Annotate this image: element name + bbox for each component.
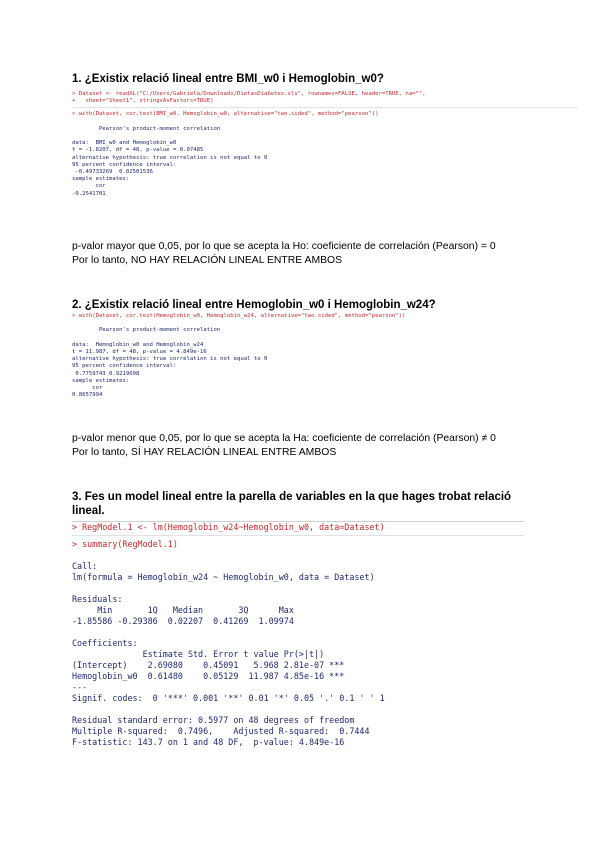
console-output-line: data: Hemoglobin_w0 and Hemoglobin_w24: [72, 341, 204, 348]
console-output-line: -0.2541701: [72, 190, 106, 197]
console-output-line: Min 1Q Median 3Q Max: [72, 605, 299, 615]
console-output-line: [72, 119, 577, 126]
console-command-line: > with(Dataset, cor.test(BMI_w0, Hemoglobin_w0, alternative="two.sided", method="pearson")): [72, 111, 379, 118]
console-separator: [72, 107, 577, 108]
conclusion-2: [72, 432, 562, 460]
console-output-line: Coefficients:: [72, 638, 138, 648]
console-output-line: lm(formula = Hemoglobin_w24 ~ Hemoglobin_w0, data = Dataset): [72, 572, 375, 582]
console-output-line: [72, 320, 577, 327]
console-output-line: F-statistic: 143.7 on 1 and 48 DF, p-value: 4.849e-16: [72, 737, 345, 747]
console-output-line: Residuals:: [72, 594, 123, 604]
console-command-line: + sheet="Sheet1", stringsAsFactors=TRUE): [72, 98, 214, 105]
console-output-line: [72, 704, 524, 715]
console-command-line: > RegModel.1 <- lm(Hemoglobin_w24~Hemoglobin_w0, data=Dataset): [72, 522, 385, 532]
console-output-line: Pearson's product-moment correlation: [72, 125, 221, 132]
console-output-line: Residual standard error: 0.5977 on 48 degrees of freedom: [72, 715, 355, 725]
console-output-line: [72, 583, 524, 594]
console-output-line: t = 11.987, df = 48, p-value = 4.849e-16: [72, 349, 207, 356]
console-output-line: 95 percent confidence interval:: [72, 161, 177, 168]
console-output-line: t = -1.8207, df = 48, p-value = 0.07485: [72, 147, 204, 154]
console-command-line: > summary(RegModel.1): [72, 539, 178, 549]
console-output-line: Signif. codes: 0 '***' 0.001 '**' 0.01 '*' 0.05 '.' 0.1 ' ' 1: [72, 693, 385, 703]
console-output-line: ---: [72, 682, 88, 692]
console-output-line: (Intercept) 2.69080 0.45091 5.968 2.81e-07 ***: [72, 660, 345, 670]
conclusion-2-line-2: Por lo tanto, SÍ HAY RELACIÓN LINEAL ENTRE AMBOS: [72, 447, 337, 458]
console-output-line: Call:: [72, 561, 98, 571]
console-output-line: -0.49733269 0.02501536: [72, 169, 153, 176]
console-command-line: > Dataset <- readXL("C:/Users/Gabriela/Downloads/DietasDiabetes.xls", rownames=FALSE, header=TRUE, na="",: [72, 91, 426, 97]
r-console-output-2: [72, 313, 577, 425]
console-separator: [72, 535, 524, 536]
console-output-line: -1.85586 -0.29386 0.02207 0.41269 1.09974: [72, 616, 299, 626]
conclusion-1-line-1: p-valor mayor que 0,05, por lo que se acepta la Ho: coeficiente de correlación (Pearson) = 0: [72, 241, 496, 252]
console-output-line: Multiple R-squared: 0.7496, Adjusted R-squared: 0.7444: [72, 726, 375, 736]
console-output-line: 95 percent confidence interval:: [72, 363, 177, 370]
console-output-line: data: BMI_w0 and Hemoglobin_w0: [72, 140, 177, 147]
console-output-line: cor: [72, 183, 106, 190]
console-output-line: alternative hypothesis: true correlation is not equal to 0: [72, 154, 268, 161]
console-output-line: [72, 335, 577, 342]
r-console-output-1: [72, 91, 577, 232]
console-output-line: cor: [72, 385, 103, 392]
console-output-line: [72, 550, 524, 561]
conclusion-1: [72, 240, 562, 268]
r-console-output-3: [72, 521, 524, 762]
console-output-line: 0.8657994: [72, 392, 103, 399]
question-3-title: 3. Fes un model lineal entre la parella de variables en la que hages trobat relació lineal.: [72, 491, 512, 517]
console-output-line: Hemoglobin_w0 0.61480 0.05129 11.987 4.85e-16 ***: [72, 671, 345, 681]
console-output-line: sample estimates:: [72, 176, 130, 183]
conclusion-1-line-2: Por lo tanto, NO HAY RELACIÓN LINEAL ENTRE AMBOS: [72, 255, 343, 266]
console-output-line: sample estimates:: [72, 377, 130, 384]
console-output-line: alternative hypothesis: true correlation is not equal to 0: [72, 356, 268, 363]
conclusion-2-line-1: p-valor menor que 0,05, por lo que se acepta la Ha: coeficiente de correlación (Pearson) ≠ 0: [72, 433, 496, 444]
console-output-line: [72, 627, 524, 638]
console-output-line: Pearson's product-moment correlation: [72, 327, 221, 334]
console-output-line: Estimate Std. Error t value Pr(>|t|): [72, 649, 345, 659]
question-2-title: 2. ¿Existix relació lineal entre Hemoglobin_w0 i Hemoglobin_w24?: [72, 299, 436, 311]
console-output-line: 0.7759743 0.9219608: [72, 370, 140, 377]
question-1-title: 1. ¿Existix relació lineal entre BMI_w0 i Hemoglobin_w0?: [72, 73, 384, 85]
console-output-line: [72, 133, 577, 140]
console-command-line: > with(Dataset, cor.test(Hemoglobin_w0, Hemoglobin_w24, alternative="two.sided", method="pearson")): [72, 313, 406, 319]
